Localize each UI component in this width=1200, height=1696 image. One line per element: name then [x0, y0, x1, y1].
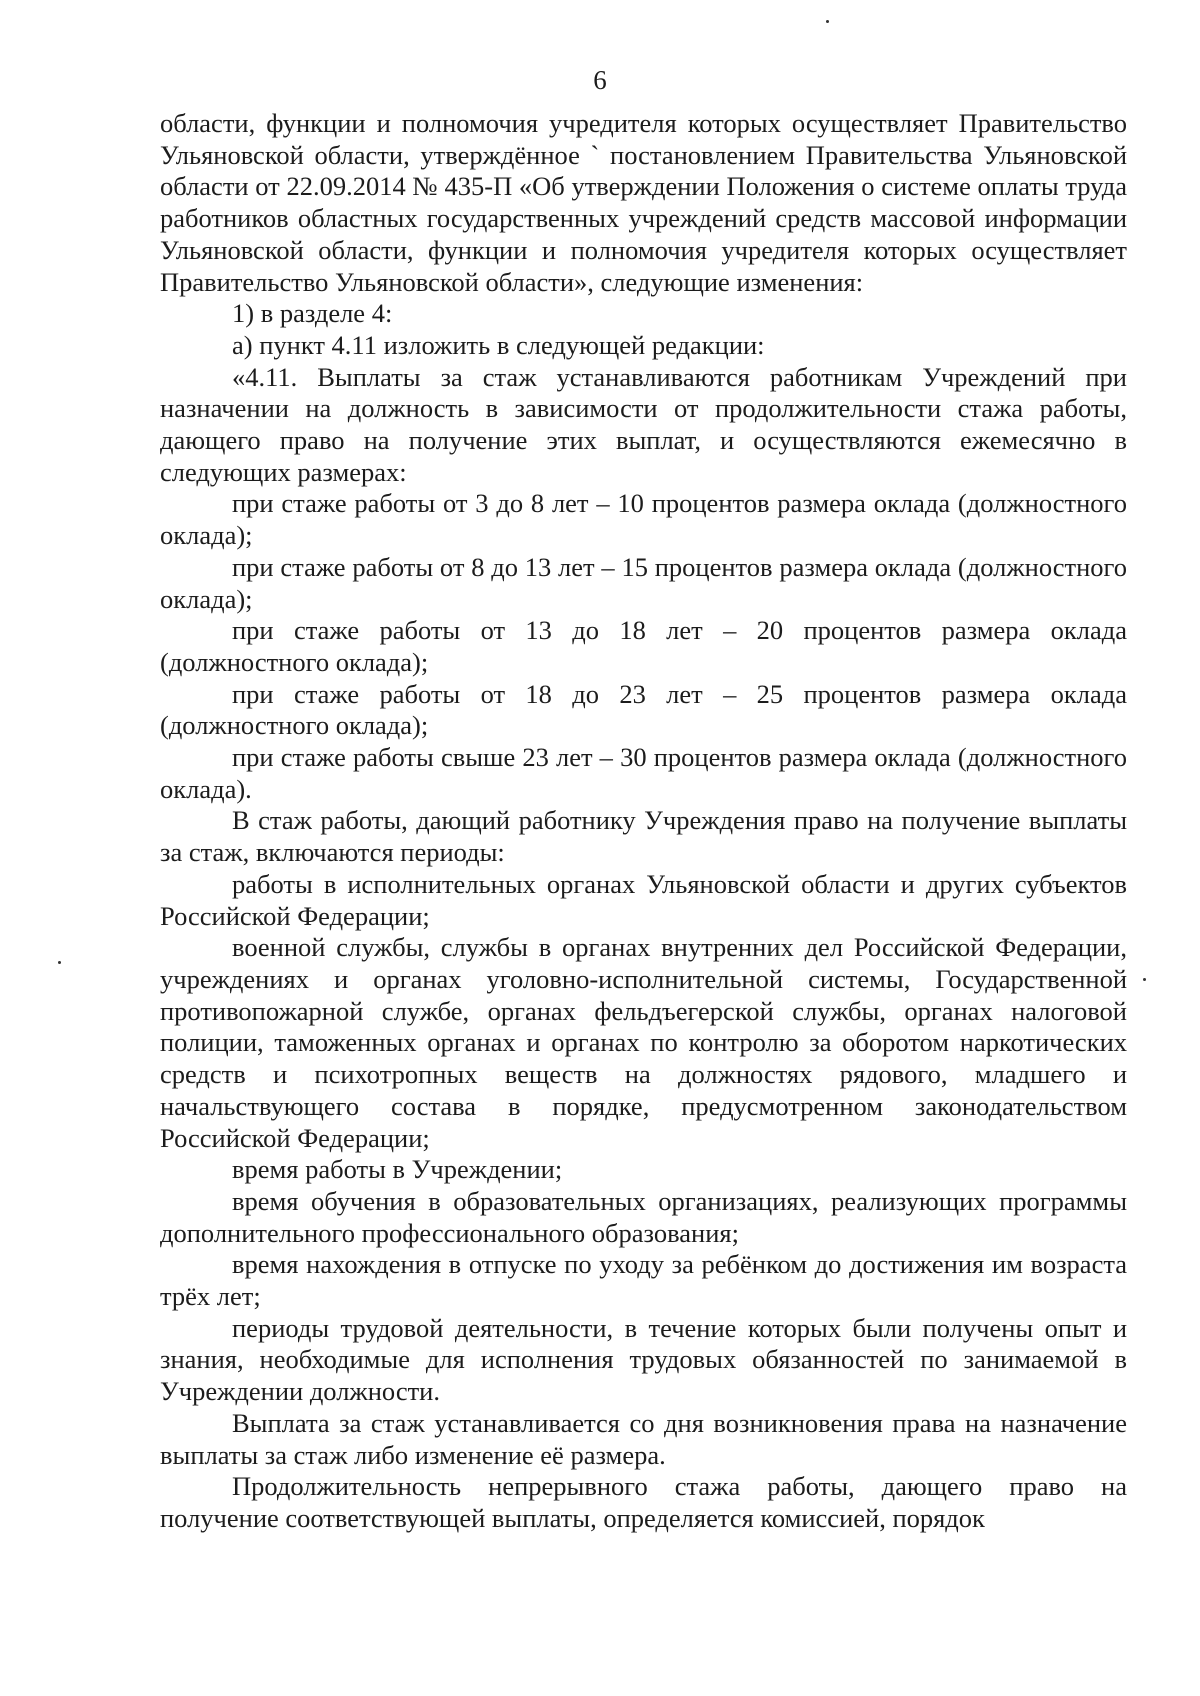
paragraph-period-executive-bodies: работы в исполнительных органах Ульяновской области и других субъектов Российской Федерации;: [160, 868, 1127, 931]
paragraph-intro: области, функции и полномочия учредителя которых осуществляет Правительство Ульяновской области, утверждённое ` постановлением Правительства Ульяновской области от 22.09.2014 № 435-П «Об утверждении Положения о системе оплаты труда работников областных государственных учреждений средств массовой информации Ульяновской области, функции и полномочия учредителя которых осуществляет Правительство Ульяновской области», следующие изменения:: [160, 108, 1127, 297]
paragraph-tenure-13-18: при стаже работы от 13 до 18 лет – 20 процентов размера оклада (должностного оклада);: [160, 615, 1127, 677]
paragraph-payment-start: Выплата за стаж устанавливается со дня возникновения права на назначение выплаты за стаж либо изменение её размера.: [160, 1407, 1127, 1470]
paragraph-period-work-experience: периоды трудовой деятельности, в течение которых были получены опыт и знания, необходимые для исполнения трудовых обязанностей по занимаемой в Учреждении должности.: [160, 1312, 1127, 1407]
scan-speck: [1143, 978, 1146, 981]
paragraph-section-4: 1) в разделе 4:: [232, 298, 393, 329]
page-number: 6: [593, 65, 607, 95]
paragraph-item-4-11: а) пункт 4.11 изложить в следующей редакции:: [232, 329, 765, 360]
scan-speck: [58, 961, 61, 964]
paragraph-tenure-18-23: при стаже работы от 18 до 23 лет – 25 процентов размера оклада (должностного оклада);: [160, 678, 1127, 741]
paragraph-tenure-over-23: при стаже работы свыше 23 лет – 30 процентов размера оклада (должностного оклада).: [160, 742, 1127, 804]
paragraph-tenure-8-13: при стаже работы от 8 до 13 лет – 15 процентов размера оклада (должностного оклада);: [160, 551, 1127, 614]
paragraph-period-military-service: военной службы, службы в органах внутренних дел Российской Федерации, учреждениях и органах уголовно-исполнительной системы, Государственной противопожарной службе, органах фельдъегерской службы, органах налоговой полиции, таможенных органах и органах по контролю за оборотом наркотических средств и психотропных веществ на должностях рядового, младшего и начальствующего состава в порядке, предусмотренном законодательством Российской Федерации;: [160, 932, 1127, 1153]
paragraph-period-education: время обучения в образовательных организациях, реализующих программы дополнительного профессионального образования;: [160, 1185, 1127, 1248]
document-body: [160, 108, 1127, 1535]
paragraph-tenure-3-8: при стаже работы от 3 до 8 лет – 10 процентов размера оклада (должностного оклада);: [160, 488, 1127, 551]
paragraph-period-parental-leave: время нахождения в отпуске по уходу за ребёнком до достижения им возраста трёх лет;: [160, 1249, 1127, 1312]
scan-speck: [826, 20, 829, 23]
paragraph-duration-commission: Продолжительность непрерывного стажа работы, дающего право на получение соответствующей выплаты, определяется комиссией, порядок: [160, 1471, 1127, 1533]
paragraph-4-11-text: «4.11. Выплаты за стаж устанавливаются работникам Учреждений при назначении на должность в зависимости от продолжительности стажа работы, дающего право на получение этих выплат, и осуществляются ежемесячно в следующих размерах:: [160, 361, 1127, 487]
paragraph-period-institution-work: время работы в Учреждении;: [232, 1154, 563, 1185]
paragraph-periods-intro: В стаж работы, дающий работнику Учреждения право на получение выплаты за стаж, включаются периоды:: [160, 805, 1127, 868]
